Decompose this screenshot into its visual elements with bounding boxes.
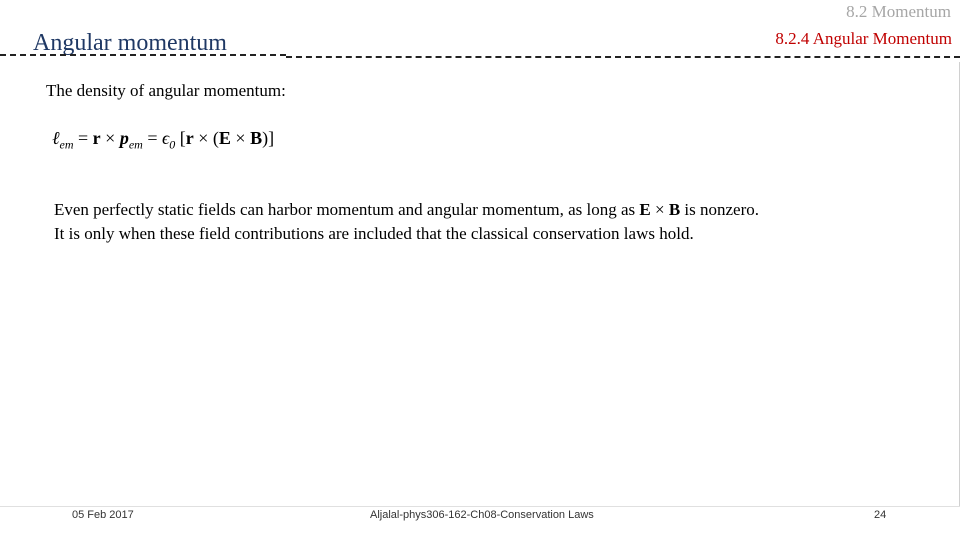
title-divider-right [286, 56, 960, 58]
eq-e-vector: E [218, 128, 231, 148]
paragraph-line-2: It is only when these field contributions are included that the classical conservation laws hold. [54, 224, 694, 243]
eq-b-vector: B [250, 128, 263, 148]
eq-times-1: × [100, 128, 120, 148]
eq-close-bracket: )] [262, 128, 275, 148]
eq-equals-2: = [142, 128, 162, 148]
subsection-title: 8.2.4 Angular Momentum [775, 29, 952, 48]
eq-epsilon-subscript: 0 [169, 137, 176, 152]
eq-open-bracket: [ [175, 128, 186, 148]
angular-momentum-equation [52, 128, 274, 153]
slide-title: Angular momentum [33, 30, 227, 56]
footer-rule [0, 506, 960, 507]
section-title: 8.2 Momentum [846, 2, 951, 21]
paragraph-b-vector: B [668, 200, 681, 219]
paragraph-e-vector: E [639, 200, 651, 219]
intro-text: The density of angular momentum: [46, 81, 286, 100]
page-number: 24 [874, 509, 887, 521]
eq-p-subscript: em [128, 137, 143, 152]
eq-ell-symbol: ℓ [52, 128, 60, 148]
eq-p-symbol: p [119, 128, 129, 148]
paragraph-times: × [650, 200, 669, 219]
eq-epsilon-symbol: ϵ [161, 128, 170, 148]
paragraph-line-1-end: is nonzero. [680, 200, 760, 219]
eq-ell-subscript: em [59, 137, 74, 152]
eq-times-2: × ( [193, 128, 219, 148]
paragraph-line-1 [54, 198, 934, 222]
eq-times-3: × [230, 128, 251, 148]
footer-source: Aljalal-phys306-162-Ch08-Conservation Laws [370, 509, 594, 521]
explanation-paragraph [54, 198, 934, 246]
eq-equals-1: = [73, 128, 93, 148]
paragraph-line-1-start: Even perfectly static fields can harbor momentum and angular momentum, as long as [54, 200, 640, 219]
eq-r-vector-2: r [185, 128, 194, 148]
footer-date: 05 Feb 2017 [72, 509, 134, 521]
eq-r-vector-1: r [92, 128, 101, 148]
title-divider-left [0, 54, 286, 56]
